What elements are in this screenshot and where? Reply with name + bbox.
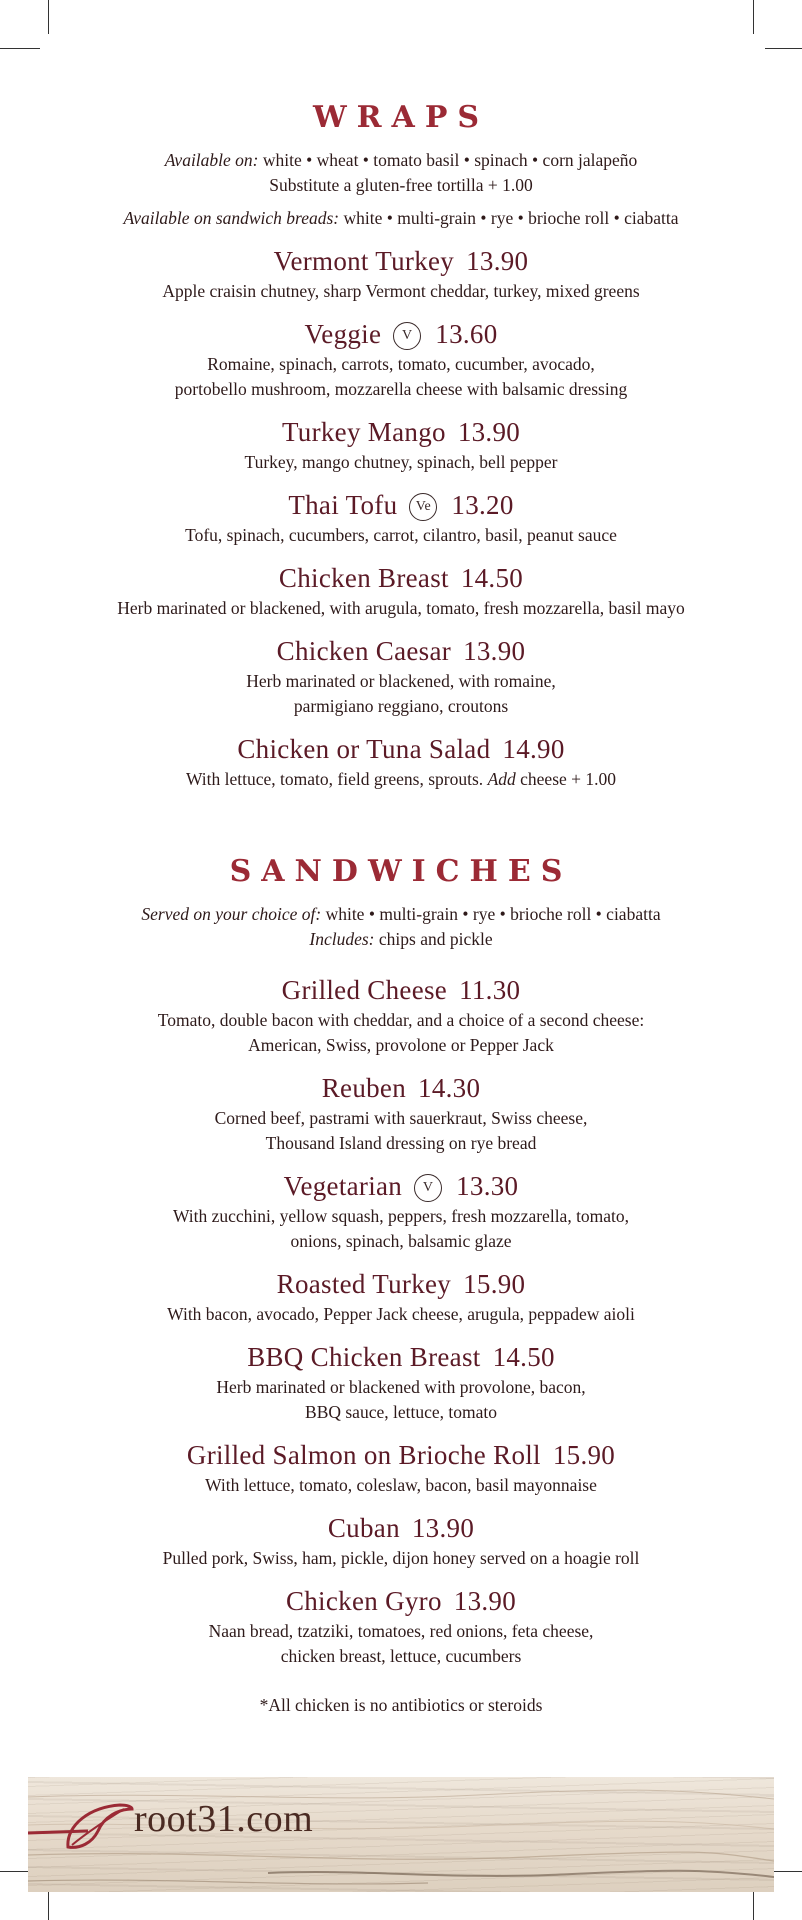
item-price: 13.60 [435,319,498,349]
item-description: Tomato, double bacon with cheddar, and a choice of a second cheese: [157,1010,645,1030]
item-name: Chicken Gyro [285,1586,442,1616]
item-description: Tofu, spinach, cucumbers, carrot, cilantro, basil, peanut sauce [185,525,617,545]
menu-item-roasted-turkey [0,1266,802,1327]
item-description: With lettuce, tomato, coleslaw, bacon, basil mayonnaise [205,1475,597,1495]
item-name: Cuban [327,1513,400,1543]
menu-item-thai-tofu [0,487,802,548]
item-description: onions, spinach, balsamic glaze [290,1231,512,1251]
item-name: Chicken Caesar [276,636,452,666]
crop-mark [0,48,40,49]
footer-banner [28,1777,774,1892]
item-price: 11.30 [459,975,521,1005]
sandwiches-served-label: Served on your choice of: [141,904,322,924]
chicken-footnote: *All chicken is no antibiotics or steroids [259,1695,543,1715]
menu-item-reuben [0,1070,802,1156]
item-price: 13.90 [466,246,529,276]
item-description-addon: cheese + 1.00 [515,769,617,789]
item-description: Turkey, mango chutney, spinach, bell pepper [244,452,558,472]
item-name: Reuben [321,1073,407,1103]
item-description: portobello mushroom, mozzarella cheese with balsamic dressing [174,379,628,399]
item-description: Apple craisin chutney, sharp Vermont cheddar, turkey, mixed greens [162,281,640,301]
item-name: BBQ Chicken Breast [247,1342,481,1372]
item-price: 13.20 [451,490,514,520]
item-description: BBQ sauce, lettuce, tomato [305,1402,497,1422]
item-price: 13.30 [456,1171,519,1201]
item-description: Herb marinated or blackened, with romaine, [246,671,556,691]
item-description: Pulled pork, Swiss, ham, pickle, dijon honey served on a hoagie roll [162,1548,640,1568]
menu-item-vegetarian [0,1168,802,1254]
menu-item-grilled-cheese [0,972,802,1058]
item-price: 13.90 [453,1586,517,1616]
vegetarian-badge-icon: V [414,1174,442,1202]
item-name: Grilled Salmon on Brioche Roll [186,1440,541,1470]
website-link[interactable]: root31.com [134,1798,314,1840]
wraps-section [0,96,802,792]
item-description: Herb marinated or blackened, with arugula, tomato, fresh mozzarella, basil mayo [117,598,685,618]
sandwiches-includes-text: chips and pickle [374,929,493,949]
item-description: With zucchini, yellow squash, peppers, fresh mozzarella, tomato, [172,1206,630,1226]
item-description-add-label: Add [487,769,516,789]
menu-item-chicken-breast-wrap [0,560,802,621]
menu-item-cuban [0,1510,802,1571]
menu-item-chicken-or-tuna-salad [0,731,802,792]
item-name: Thai Tofu [288,490,398,520]
item-price: 15.90 [463,1269,526,1299]
sandwiches-includes-note [0,927,802,952]
item-price: 13.90 [463,636,526,666]
sandwiches-served-text: white • multi-grain • rye • brioche roll • ciabatta [321,904,661,924]
menu-item-chicken-gyro [0,1583,802,1669]
menu-content [0,96,802,1718]
item-price: 13.90 [457,417,521,447]
menu-item-grilled-salmon [0,1437,802,1498]
sandwiches-title: SANDWICHES [229,854,573,889]
item-name: Vermont Turkey [273,246,455,276]
item-price: 14.90 [502,734,565,764]
wraps-available-label: Available on: [164,150,259,170]
item-price: 15.90 [552,1440,616,1470]
item-description: chicken breast, lettuce, cucumbers [280,1646,522,1666]
sandwiches-includes-label: Includes: [309,929,375,949]
crop-mark [765,48,802,49]
item-price: 14.50 [492,1342,555,1372]
item-name: Chicken or Tuna Salad [237,734,491,764]
item-name: Grilled Cheese [281,975,448,1005]
item-description: Corned beef, pastrami with sauerkraut, Swiss cheese, [214,1108,588,1128]
sandwiches-section [0,850,802,1718]
wraps-substitute-note: Substitute a gluten-free tortilla + 1.00 [269,175,533,195]
item-description-text: With lettuce, tomato, field greens, sprouts. [185,769,488,789]
vegetarian-badge-icon: V [393,322,421,350]
menu-item-turkey-mango [0,414,802,475]
wraps-sandwich-bread-label: Available on sandwich breads: [123,208,340,228]
item-description: Herb marinated or blackened with provolone, bacon, [216,1377,586,1397]
menu-item-veggie [0,316,802,402]
item-description: With bacon, avocado, Pepper Jack cheese, arugula, peppadew aioli [167,1304,635,1324]
item-description: Naan bread, tzatziki, tomatoes, red onions, feta cheese, [208,1621,594,1641]
item-name: Chicken Breast [278,563,449,593]
item-description: American, Swiss, provolone or Pepper Jack [248,1035,554,1055]
item-name: Veggie [304,319,382,349]
crop-mark [753,0,754,34]
item-name: Roasted Turkey [276,1269,452,1299]
wraps-sandwich-bread-text: white • multi-grain • rye • brioche roll • ciabatta [339,208,679,228]
item-name: Vegetarian [283,1171,403,1201]
wraps-title: WRAPS [312,100,490,135]
item-description [0,767,802,792]
wraps-sandwich-bread-note [0,206,802,231]
item-name: Turkey Mango [281,417,446,447]
wraps-available-note [0,148,802,173]
vegan-badge-icon: Ve [409,493,437,521]
item-price: 14.50 [460,563,524,593]
menu-item-vermont-turkey [0,243,802,304]
item-price: 14.30 [418,1073,481,1103]
item-description: Romaine, spinach, carrots, tomato, cucumber, avocado, [207,354,595,374]
sandwiches-served-note [0,902,802,927]
item-description: parmigiano reggiano, croutons [293,696,509,716]
crop-mark [48,0,49,34]
menu-item-chicken-caesar [0,633,802,719]
menu-item-bbq-chicken-breast [0,1339,802,1425]
item-description: Thousand Island dressing on rye bread [265,1133,537,1153]
item-price: 13.90 [411,1513,475,1543]
wraps-available-text: white • wheat • tomato basil • spinach • corn jalapeño [258,150,638,170]
